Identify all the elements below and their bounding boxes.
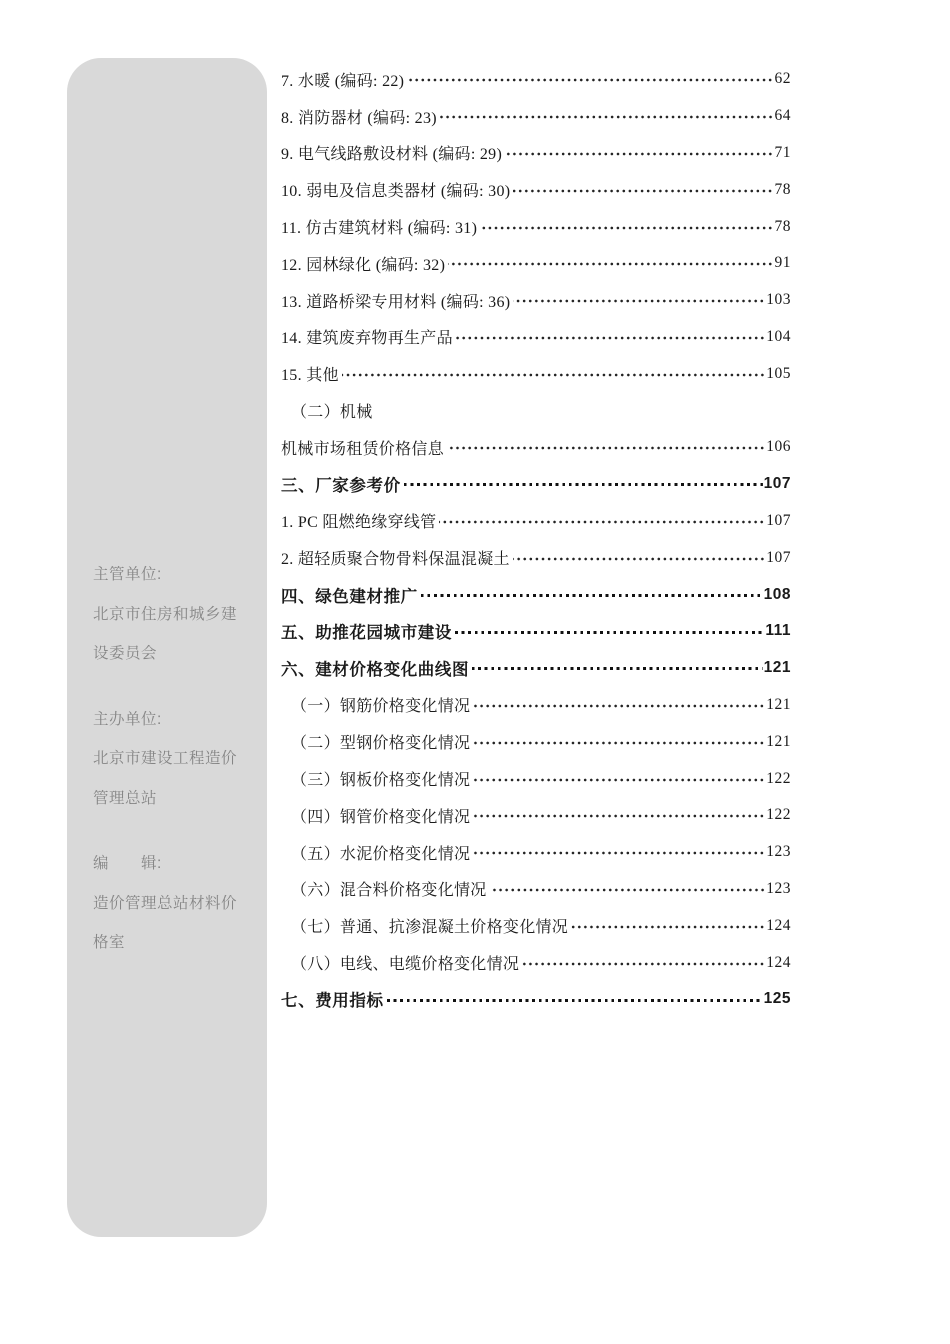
toc-entry: [281, 245, 791, 282]
dot-leader: [472, 661, 763, 677]
toc-page-number: 106: [766, 438, 791, 456]
toc-entry: [281, 392, 791, 429]
toc-entry: [281, 355, 791, 392]
toc-page-number: 107: [763, 475, 791, 493]
sidebar-block: [93, 844, 253, 963]
toc-entry-label: 9. 电气线路敷设材料 (编码: 29): [281, 146, 503, 164]
toc-page-number: 103: [766, 291, 791, 309]
toc-page-number: 122: [766, 769, 791, 787]
toc-entry-label: 三、厂家参考价: [281, 477, 401, 496]
dot-leader: [448, 256, 773, 272]
dot-leader: [473, 845, 765, 861]
toc-entry-label: 2. 超轻质聚合物骨料保温混凝土: [281, 551, 510, 569]
toc-entry: [281, 61, 791, 98]
dot-leader: [571, 919, 765, 935]
dot-leader: [505, 146, 773, 162]
sidebar-text: [93, 555, 253, 963]
toc-page-number: 123: [766, 879, 791, 897]
sidebar-line: 格室: [93, 934, 126, 951]
toc-entry-label: 六、建材价格变化曲线图: [281, 661, 470, 680]
toc-entry: [281, 834, 791, 871]
toc-page-number: 62: [774, 70, 791, 88]
toc-page-number: 124: [766, 953, 791, 971]
toc-entry-label: （七）普通、抗渗混凝土价格变化情况: [291, 919, 569, 937]
toc-entry-label: 15. 其他: [281, 367, 339, 385]
toc-entry: [281, 282, 791, 319]
toc-entry-label: 1. PC 阻燃绝缘穿线管: [281, 514, 437, 532]
toc-entry-label: （二）机械: [291, 404, 373, 422]
toc-entry: [281, 503, 791, 540]
dot-leader: [490, 882, 766, 898]
dot-leader: [440, 109, 774, 125]
sidebar-block: [93, 555, 253, 674]
toc-page-number: 121: [763, 659, 791, 677]
dot-leader: [407, 72, 773, 88]
dot-leader: [404, 477, 763, 493]
dot-leader: [522, 956, 765, 972]
toc-entry-label: 10. 弱电及信息类器材 (编码: 30): [281, 183, 511, 201]
toc-page-number: 122: [766, 806, 791, 824]
dot-leader: [473, 735, 765, 751]
dot-leader: [473, 698, 765, 714]
toc-entry: [281, 650, 791, 687]
dot-leader: [342, 367, 765, 383]
toc-entry: [281, 429, 791, 466]
toc-page-number: 125: [763, 990, 791, 1008]
left-sidebar-panel: [67, 58, 267, 1237]
toc-entry-label: （三）钢板价格变化情况: [291, 772, 471, 790]
toc-page-number: 123: [766, 843, 791, 861]
toc-entry-label: 机械市场租赁价格信息: [281, 440, 445, 458]
toc-entry: [281, 871, 791, 908]
toc-entry-label: （八）电线、电缆价格变化情况: [291, 956, 520, 974]
toc-entry: [281, 576, 791, 613]
sidebar-line: 主管单位:: [93, 566, 162, 583]
toc-entry: [281, 723, 791, 760]
dot-leader: [439, 514, 765, 530]
toc-page-number: 78: [774, 217, 791, 235]
toc-page-number: 107: [766, 548, 791, 566]
toc-entry-label: 8. 消防器材 (编码: 23): [281, 109, 437, 127]
sidebar-line: 主办单位:: [93, 710, 162, 728]
toc-entry: [281, 539, 791, 576]
toc-entry-label: （五）水泥价格变化情况: [291, 845, 471, 863]
toc-entry: [281, 613, 791, 650]
dot-leader: [455, 624, 764, 640]
table-of-contents: [281, 61, 791, 1018]
toc-page-number: 108: [763, 585, 791, 603]
dot-leader: [421, 588, 763, 604]
toc-entry: [281, 319, 791, 356]
sidebar-block: [93, 700, 253, 819]
dot-leader: [513, 183, 773, 199]
toc-entry: [281, 981, 791, 1018]
toc-page-number: 71: [774, 143, 791, 161]
dot-leader: [480, 220, 773, 236]
sidebar-line: 北京市建设工程造价: [93, 750, 238, 767]
toc-entry: [281, 98, 791, 135]
dot-leader: [387, 992, 763, 1008]
dot-leader: [513, 293, 765, 309]
dot-leader: [473, 772, 765, 788]
toc-page-number: 121: [766, 695, 791, 713]
toc-entry: [281, 687, 791, 724]
sidebar-line: 造价管理总站材料价: [93, 894, 238, 912]
toc-page-number: 78: [774, 180, 791, 198]
dot-leader: [447, 440, 765, 456]
dot-leader: [456, 330, 765, 346]
toc-entry-label: （六）混合料价格变化情况: [291, 882, 487, 900]
toc-entry-label: 14. 建筑废弃物再生产品: [281, 330, 453, 348]
toc-page-number: 107: [766, 511, 791, 529]
toc-page-number: 105: [766, 364, 791, 382]
toc-page-number: 91: [774, 254, 791, 272]
toc-entry-label: 7. 水暖 (编码: 22): [281, 72, 405, 90]
toc-entry-label: （一）钢筋价格变化情况: [291, 698, 471, 716]
toc-entry: [281, 760, 791, 797]
toc-entry-label: 13. 道路桥梁专用材料 (编码: 36): [281, 293, 511, 311]
toc-page-number: 111: [765, 622, 791, 640]
toc-page-number: 124: [766, 916, 791, 934]
toc-entry: [281, 907, 791, 944]
toc-entry-label: 12. 园林绿化 (编码: 32): [281, 256, 446, 274]
toc-entry: [281, 208, 791, 245]
toc-page-number: 104: [766, 327, 791, 345]
toc-entry: [281, 944, 791, 981]
toc-entry-label: （四）钢管价格变化情况: [291, 808, 471, 826]
dot-leader: [473, 808, 765, 824]
toc-page-number: 64: [774, 107, 791, 125]
sidebar-line: 管理总站: [93, 789, 158, 807]
toc-entry-label: （二）型钢价格变化情况: [291, 735, 471, 753]
toc-entry-label: 五、助推花园城市建设: [281, 624, 452, 643]
toc-page-number: 121: [766, 732, 791, 750]
sidebar-line: 编 辑:: [93, 855, 162, 872]
toc-entry: [281, 135, 791, 172]
toc-entry: [281, 797, 791, 834]
toc-entry-label: 四、绿色建材推广: [281, 587, 418, 606]
sidebar-line: 设委员会: [93, 645, 158, 662]
sidebar-line: 北京市住房和城乡建: [93, 605, 238, 623]
toc-entry-label: 七、费用指标: [281, 992, 384, 1011]
toc-entry: [281, 466, 791, 503]
dot-leader: [513, 551, 765, 567]
toc-entry: [281, 171, 791, 208]
toc-entry-label: 11. 仿古建筑材料 (编码: 31): [281, 220, 478, 238]
